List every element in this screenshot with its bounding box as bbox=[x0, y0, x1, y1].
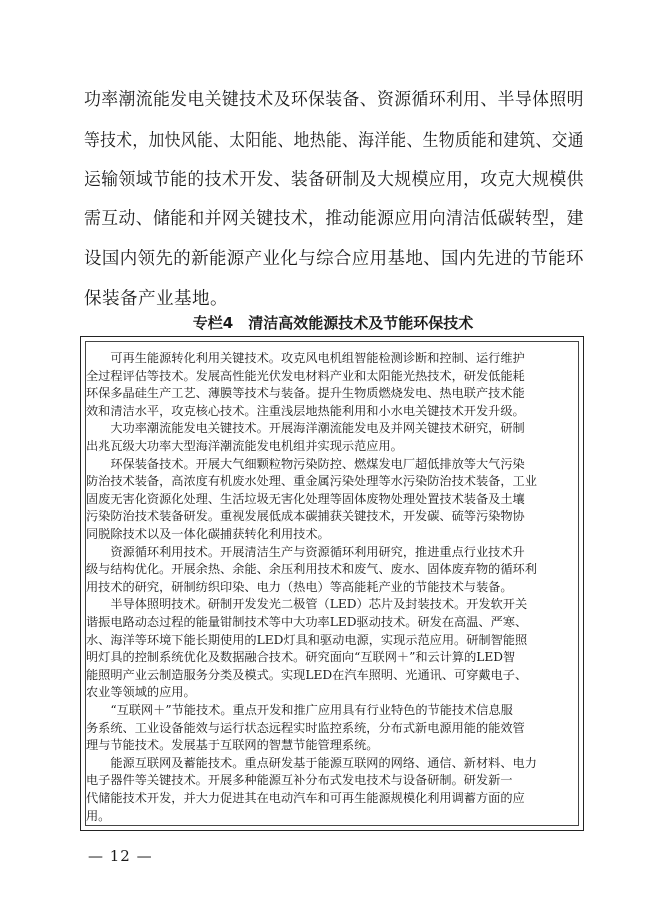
box-line: 能源互联网及蓄能技术。重点研发基于能源互联网的网络、通信、新材料、电力 bbox=[86, 755, 537, 770]
box-line: 资源循环利用技术。开展清洁生产与资源循环利用研究，推进重点行业技术升 bbox=[86, 544, 525, 559]
box-line: 级与结构优化。开展余热、余能、余压利用技术和废气、废水、固体废弃物的循环利 bbox=[86, 562, 537, 577]
body-line: 需互动、储能和并网关键技术，推动能源应用向清洁低碳转型，建 bbox=[84, 209, 584, 229]
box-line: 理与节能技术。发展基于互联网的智慧节能管理系统。 bbox=[86, 738, 379, 753]
body-line: 运输领域节能的技术开发、装备研制及大规模应用，攻克大规模供 bbox=[84, 170, 584, 190]
box-line: 出兆瓦级大功率大型海洋潮流能发电机组并实现示范应用。 bbox=[86, 439, 403, 453]
box-line: 电子器件等关键技术。开展多种能源互补分布式发电技术与设备研制。研发新一 bbox=[86, 773, 513, 788]
box-line: 务系统、工业设备能效与运行状态远程实时监控系统，分布式新电源用能的能效管 bbox=[86, 720, 525, 735]
box-line: 全过程评估等技术。发展高性能光伏发电材料产业和太阳能光热技术，研发低能耗 bbox=[86, 368, 525, 383]
box-line: 防治技术装备，高浓度有机废水处理、重金属污染处理等水污染防治技术装备，工业 bbox=[86, 474, 537, 489]
box-line: 水、海洋等环境下能长期使用的LED灯具和驱动电源，实现示范应用。研制智能照 bbox=[86, 632, 528, 647]
box-line: 用技术的研究，研制纺织印染、电力（热电）等高能耗产业的节能技术与装备。 bbox=[86, 579, 513, 594]
box-line: 代储能技术开发，并大力促进其在电动汽车和可再生能源规模化利用调蓄方面的应 bbox=[86, 791, 525, 805]
box-line: 污染防治技术装备研发。重视发展低成本碳捕获关键技术，开发碳、硫等污染物协 bbox=[86, 509, 525, 524]
box-line: 环保多晶硅生产工艺、薄膜等技术与装备。提升生物质燃烧发电、热电联产技术能 bbox=[86, 386, 525, 401]
body-line: 功率潮流能发电关键技术及环保装备、资源循环利用、半导体照明 bbox=[84, 90, 584, 110]
body-line: 等技术，加快风能、太阳能、地热能、海洋能、生物质能和建筑、交通 bbox=[84, 131, 584, 151]
box-line: 谐振电路动态过程的能量钳制技术等中大功率LED驱动技术。研发在高温、严寒、 bbox=[86, 615, 528, 629]
box-title: 专栏4 清洁高效能源技术及节能环保技术 bbox=[192, 314, 474, 332]
page-number: — 12 — bbox=[88, 847, 153, 865]
box-line: 半导体照明技术。研制开发发光二极管（LED）芯片及封装技术。开发软开关 bbox=[86, 597, 528, 612]
body-line: 设国内领先的新能源产业化与综合应用基地、国内先进的节能环 bbox=[84, 249, 584, 269]
box-line: 能照明产业云制造服务分类及模式。实现LED在汽车照明、光通讯、可穿戴电子、 bbox=[86, 667, 528, 682]
box-line: 固废无害化资源化处理、生活垃圾无害化处理等固体废物处理处置技术装备及土壤 bbox=[86, 491, 525, 506]
box-line: 同脱除技术以及一体化碳捕获转化利用技术。 bbox=[86, 527, 330, 541]
box-line: 大功率潮流能发电关键技术。开展海洋潮流能发电及并网关键技术研究，研制 bbox=[86, 421, 525, 436]
body-line: 保装备产业基地。 bbox=[84, 289, 228, 309]
box-line: 环保装备技术。开展大气细颗粒物污染防控、燃煤发电厂超低排放等大气污染 bbox=[86, 456, 525, 471]
box-line: 农业等领域的应用。 bbox=[86, 685, 196, 700]
box-line: 可再生能源转化利用关键技术。攻克风电机组智能检测诊断和控制、运行维护 bbox=[86, 351, 525, 365]
box-line: 用。 bbox=[86, 808, 111, 823]
box-line: 效和清洁水平，攻克核心技术。注重浅层地热能利用和小水电关键技术开发升级。 bbox=[86, 403, 525, 418]
box-line: 明灯具的控制系统优化及数据融合技术。研究面向“互联网＋”和云计算的LED智 bbox=[86, 650, 516, 665]
box-line: “互联网＋”节能技术。重点开发和推广应用具有行业特色的节能技术信息服 bbox=[86, 703, 513, 717]
